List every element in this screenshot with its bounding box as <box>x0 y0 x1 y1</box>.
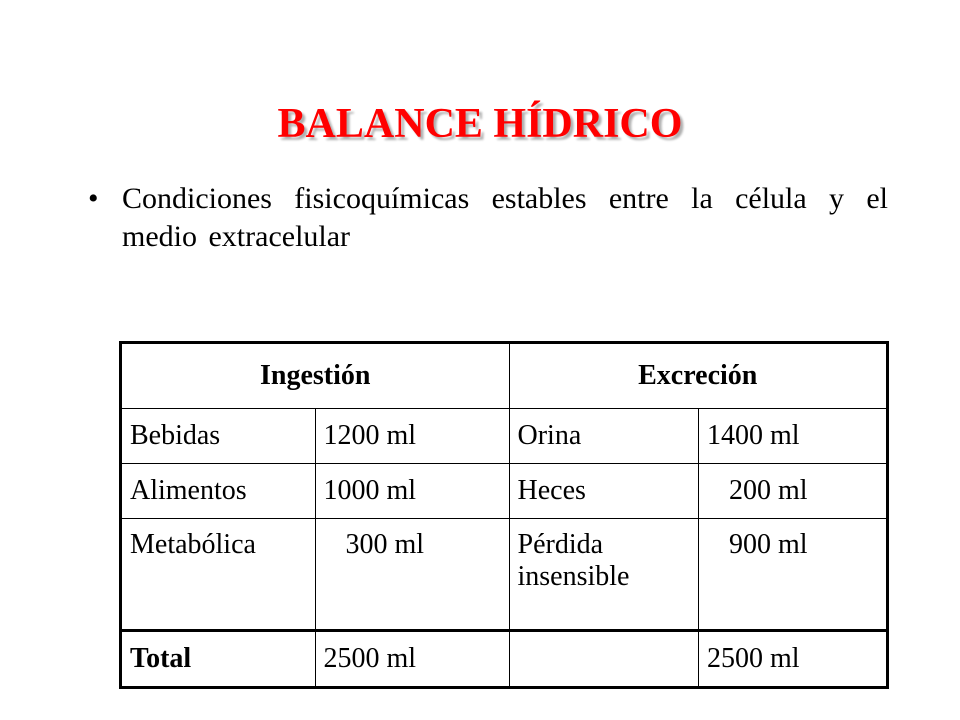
table-cell-empty <box>509 631 698 688</box>
table-cell: 1200 ml <box>315 409 509 464</box>
slide-title: BALANCE HÍDRICO <box>277 101 683 147</box>
table-cell: 300 ml <box>315 519 509 631</box>
table-row <box>121 464 888 519</box>
table-header-row <box>121 343 888 409</box>
table-cell: 1400 ml <box>698 409 887 464</box>
total-ingestion: 2500 ml <box>315 631 509 688</box>
table-cell: Pérdida insensible <box>509 519 698 631</box>
total-label: Total <box>121 631 316 688</box>
bullet-icon: • <box>88 182 99 215</box>
total-excretion: 2500 ml <box>698 631 887 688</box>
table-cell: Orina <box>509 409 698 464</box>
header-ingestion: Ingestión <box>121 343 510 409</box>
table-cell: 1000 ml <box>315 464 509 519</box>
table-cell: Alimentos <box>121 464 316 519</box>
table-cell: 200 ml <box>698 464 887 519</box>
bullet-list <box>88 180 888 256</box>
table-cell: Bebidas <box>121 409 316 464</box>
header-excretion: Excreción <box>509 343 888 409</box>
table-cell: Metabólica <box>121 519 316 631</box>
water-balance-table <box>119 341 889 689</box>
bullet-text: Condiciones fisicoquímicas estables entre la célula y el medio extracelular <box>122 182 888 253</box>
table-row <box>121 519 888 631</box>
bullet-item <box>88 180 888 256</box>
table-cell: 900 ml <box>698 519 887 631</box>
table-total-row <box>121 631 888 688</box>
table-row <box>121 409 888 464</box>
table-cell: Heces <box>509 464 698 519</box>
